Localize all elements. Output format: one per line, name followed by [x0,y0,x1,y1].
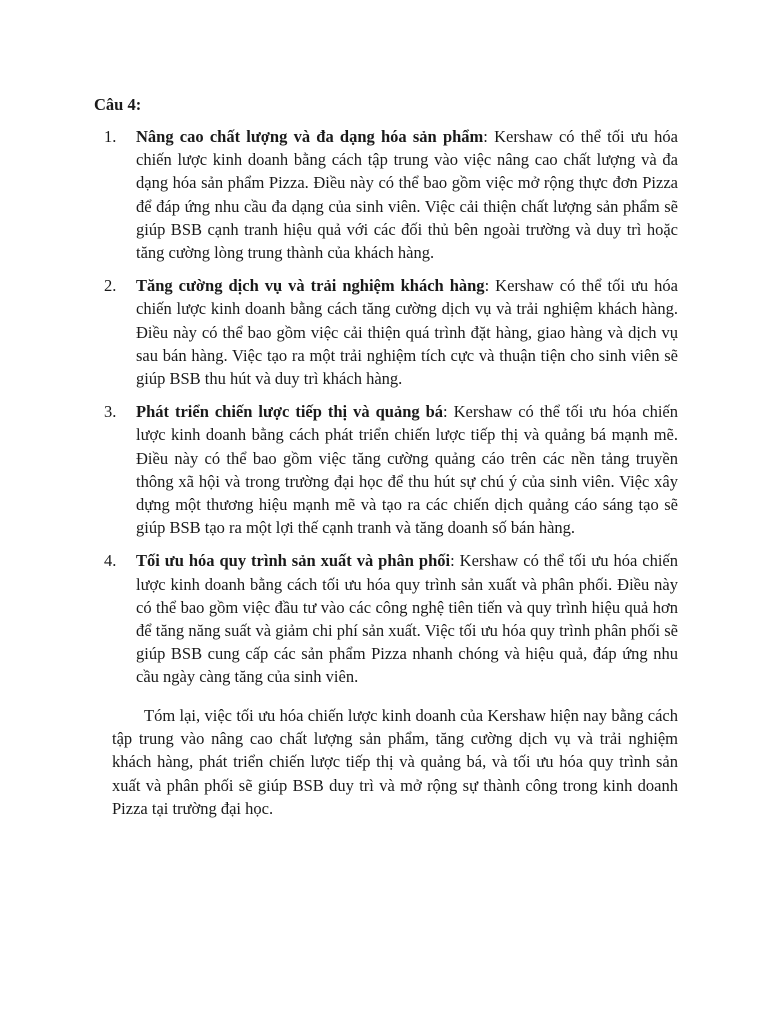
question-heading: Câu 4: [94,95,142,114]
item-title: Phát triển chiến lược tiếp thị và quảng bá [136,402,444,422]
list-item [104,274,678,390]
answer-list [104,125,678,699]
item-title: Nâng cao chất lượng và đa dạng hóa sản phẩm [136,127,484,146]
list-item [104,549,678,688]
item-number: 1. [104,127,117,146]
item-number: 4. [104,551,117,571]
item-title: Tăng cường dịch vụ và trải nghiệm khách hàng [136,276,485,296]
item-body: : Kershaw có thể tối ưu hóa chiến lược kinh doanh bằng cách tăng cường dịch vụ và trải nghiệm khách hàng. Điều này có thể bao gồm việc cải thiện quá trình đặt hàng, giao hàng và dịch vụ sau bán hàng. Việc tạo ra một trải nghiệm tích cực và thuận tiện cho sinh viên sẽ giúp BSB thu hút và duy trì khách hàng. [136,276,678,389]
item-body: : Kershaw có thể tối ưu hóa chiến lược kinh doanh bằng cách tập trung vào việc nâng cao chất lượng và đa dạng hóa sản phẩm Pizza. Điều này có thể bao gồm việc mở rộng thực đơn Pizza để đáp ứng nhu cầu đa dạng của sinh viên. Việc cải thiện chất lượng sản phẩm sẽ giúp BSB cạnh tranh hiệu quả với các đối thủ bên ngoài trường và duy trì hoặc tăng cường lòng trung thành của khách hàng. [136,127,678,263]
conclusion-paragraph: Tóm lại, việc tối ưu hóa chiến lược kinh doanh của Kershaw hiện nay bằng cách tập trung vào nâng cao chất lượng sản phẩm, tăng cường dịch vụ và trải nghiệm khách hàng, phát triển chiến lược tiếp thị và quảng bá, và tối ưu hóa quy trình sản xuất và phân phối sẽ giúp BSB duy trì và mở rộng sự thành công trong kinh doanh Pizza tại trường đại học. [112,706,678,818]
item-title: Tối ưu hóa quy trình sản xuất và phân phối [136,551,451,571]
item-number: 3. [104,402,117,422]
item-body: : Kershaw có thể tối ưu hóa chiến lược kinh doanh bằng cách phát triển chiến lược tiếp thị và quảng bá mạnh mẽ. Điều này có thể bao gồm việc tăng cường quảng cáo trên các nền tảng truyền thông xã hội và trong trường đại học để thu hút sự chú ý của sinh viên. Việc xây dựng một thương hiệu mạnh mẽ và tạo ra các chiến dịch quảng cáo sáng tạo sẽ giúp BSB tạo ra một lợi thế cạnh tranh và tăng doanh số bán hàng. [136,402,678,538]
list-item [104,400,678,539]
list-item [104,125,678,264]
item-number: 2. [104,276,117,296]
item-body: : Kershaw có thể tối ưu hóa chiến lược kinh doanh bằng cách tối ưu hóa quy trình sản xuất và phân phối. Điều này có thể bao gồm việc đầu tư vào các công nghệ tiên tiến và quy trình hiệu quả hơn để tăng năng suất và giảm chi phí sản xuất. Việc tối ưu hóa quy trình phân phối sẽ giúp BSB cung cấp các sản phẩm Pizza nhanh chóng và hiệu quả, đáp ứng nhu cầu ngày càng tăng của sinh viên. [136,551,678,687]
